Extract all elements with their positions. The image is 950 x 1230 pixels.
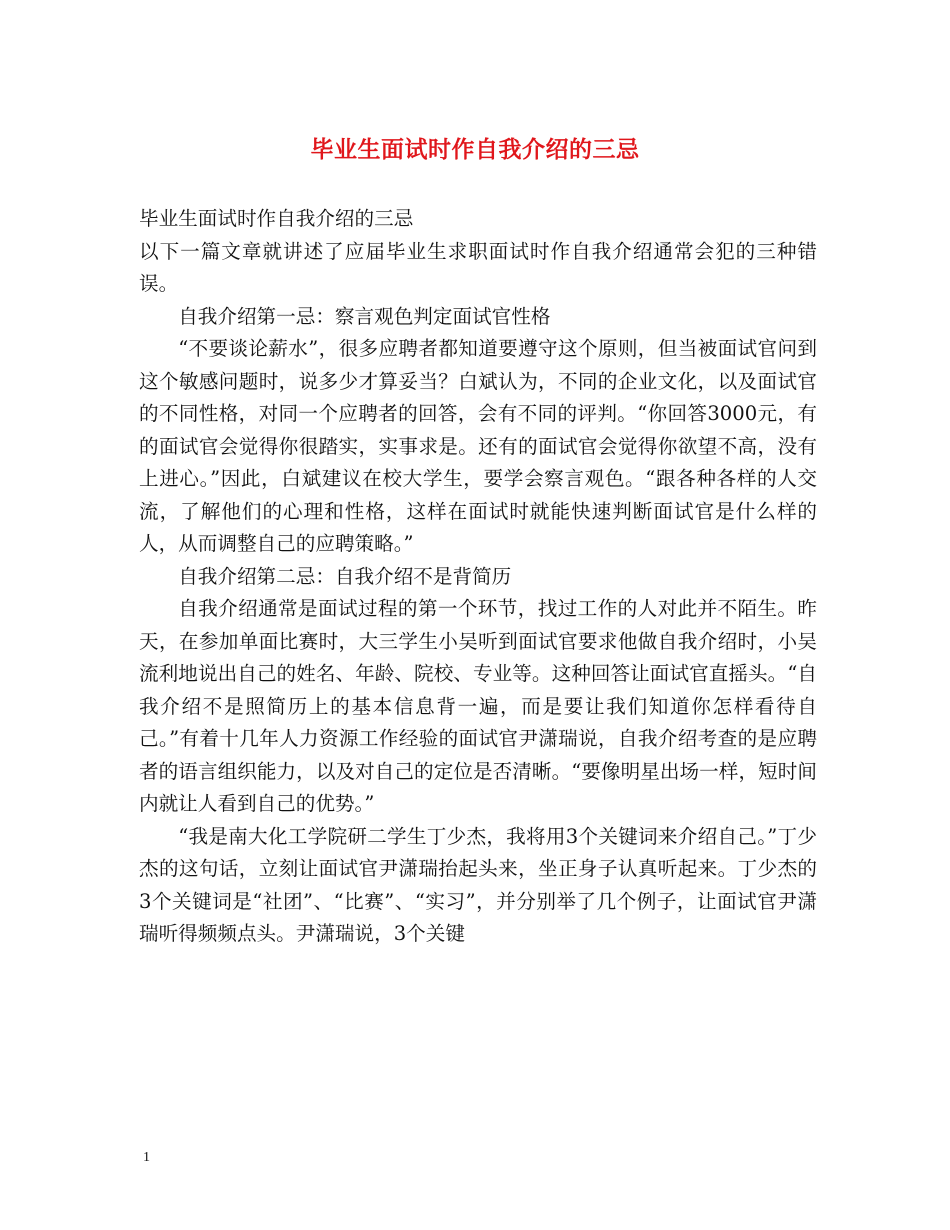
document-body (139, 203, 817, 951)
paragraph-salary: “不要谈论薪水”，很多应聘者都知道要遵守这个原则，但当被面试官问到这个敏感问题时，说多少才算妥当？白斌认为，不同的企业文化，以及面试官的不同性格，对同一个应聘者的回答，会有不同的评判。“你回答3000元，有的面试官会觉得你很踏实，实事求是。还有的面试官会觉得你欲望不高，没有上进心。”因此，白斌建议在校大学生，要学会察言观色。“跟各种各样的人交流，了解他们的心理和性格，这样在面试时就能快速判断面试官是什么样的人，从而调整自己的应聘策略。” (139, 337, 817, 555)
paragraph-self-intro: 自我介绍通常是面试过程的第一个环节，找过工作的人对此并不陌生。昨天，在参加单面比赛时，大三学生小吴听到面试官要求他做自我介绍时，小吴流利地说出自己的姓名、年龄、院校、专业等。这种回答让面试官直摇头。“自我介绍不是照简历上的基本信息背一遍，而是要让我们知道你怎样看待自己。”有着十几年人力资源工作经验的面试官尹潇瑞说，自我介绍考查的是应聘者的语言组织能力，以及对自己的定位是否清晰。“要像明星出场一样，短时间内就让人看到自己的优势。” (139, 597, 817, 815)
paragraph-keywords: “我是南大化工学院研二学生丁少杰，我将用3个关键词来介绍自己。”丁少杰的这句话，立刻让面试官尹潇瑞抬起头来，坐正身子认真听起来。丁少杰的3个关键词是“社团”、“比赛”、“实习”，并分别举了几个例子，让面试官尹潇瑞听得频频点头。尹潇瑞说，3个关键 (139, 824, 817, 945)
page-number: 1 (143, 1150, 150, 1165)
page-title: 毕业生面试时作自我介绍的三忌 (310, 136, 640, 163)
section-heading-second: 自我介绍第二忌：自我介绍不是背简历 (178, 564, 512, 588)
intro-paragraph: 以下一篇文章就讲述了应届毕业生求职面试时作自我介绍通常会犯的三种错误。 (139, 239, 817, 295)
section-heading-first: 自我介绍第一忌：察言观色判定面试官性格 (178, 304, 551, 328)
subtitle-line: 毕业生面试时作自我介绍的三忌 (139, 207, 414, 230)
